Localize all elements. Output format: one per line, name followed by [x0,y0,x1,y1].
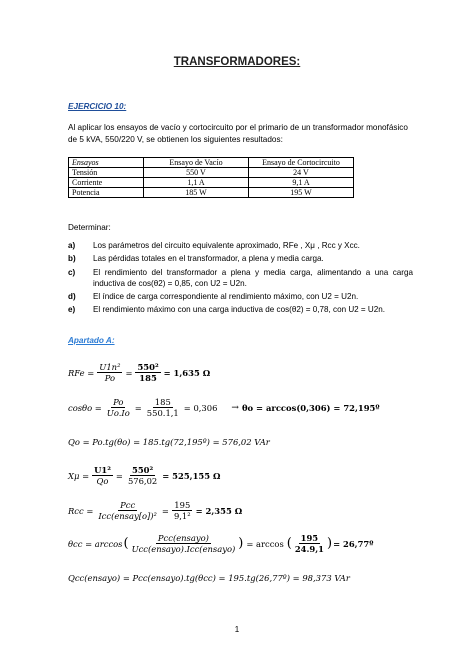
fraction [130,533,238,554]
table-cell: 185 W [144,188,249,198]
equation-lhs: θcc = arccos [68,538,123,549]
fraction [92,465,113,486]
equation-cos-theta-o [68,397,380,418]
open-paren: ( [286,536,292,551]
equation-qcc [68,573,350,583]
fraction-numerator: 195 [300,533,319,543]
item-text: El rendimiento del transformador a plena y media carga, alimentando a una carga inductiva de cos(θ2) = 0,85, con U2 = U2n. [93,267,413,288]
equation-theta-cc [68,533,373,554]
equation-rcc [68,500,242,521]
equation-result: = 525,155 Ω [162,470,221,481]
exercise-intro: Al aplicar los ensayos de vacío y cortocircuito por el primario de un transformador monofásico de 5 kVA, 550/220 V, se obtienen los siguientes resultados: [68,123,408,144]
table-cell: Corriente [69,178,144,188]
list-item [68,240,413,251]
item-text: Los parámetros del circuito equivalente aproximado, RFe , Xμ , Rcc y Xcc. [93,241,360,250]
fraction [293,533,326,554]
fraction [126,465,159,486]
open-paren: ( [123,536,129,551]
list-item [68,267,413,290]
fraction-denominator: Po [104,373,116,383]
fraction [145,397,181,418]
fraction-denominator: Uo.Io [106,408,130,418]
equation-text: Qcc(ensayo) = Pcc(ensayo).tg(θcc) = 195.tg(26,77º) = 98,373 VAr [68,573,350,583]
close-paren: ) [326,536,333,551]
exercise-title: EJERCICIO 10: [68,102,127,111]
determinar-label: Determinar: [68,223,111,232]
equation-qo [68,437,270,447]
table-row [69,178,354,188]
item-text: El índice de carga correspondiente al rendimiento máximo, con U2 = U2n. [93,292,359,302]
fraction-numerator: U1n² [99,362,121,372]
test-results-table [68,157,354,198]
table-cell: 195 W [249,188,354,198]
fraction-numerator: 195 [174,500,191,510]
fraction-denominator: 24.9,1 [294,544,324,554]
fraction-numerator: Pcc [120,500,136,510]
fraction-numerator: U1² [94,465,111,475]
equals-sign: = [115,470,123,481]
table-row [69,168,354,178]
table-row [69,188,354,198]
equation-lhs: Xμ = [68,470,90,481]
table-header: Ensayo de Vacío [144,158,249,168]
fraction-denominator: 576,02 [127,476,158,486]
table-cell: Potencia [69,188,144,198]
fraction-denominator: 9,1² [173,511,191,521]
fraction [96,500,159,521]
item-text: Las pérdidas totales en el transformador, a plena y media carga. [93,254,324,264]
fraction-numerator: 550² [137,362,159,372]
equation-result: = 1,635 Ω [163,367,211,378]
item-letter: a) [68,241,76,250]
fraction-numerator: Po [113,397,124,407]
item-letter: d) [68,292,76,302]
equals-sign: = [134,402,142,413]
fraction-denominator: 550.1,1 [146,408,179,418]
fraction [135,362,160,383]
fraction-numerator: 185 [154,397,171,407]
table-cell: Tensión [69,168,144,178]
fraction-denominator: 185 [139,373,157,383]
equation-mid: = arccos [246,538,284,549]
table-cell: 550 V [144,168,249,178]
equation-lhs: cosθo = [68,402,102,413]
fraction [105,397,132,418]
equation-xmu [68,465,220,486]
item-letter: b) [68,254,76,264]
table-header: Ensayo de Cortocircuito [249,158,354,168]
equation-text: Qo = Po.tg(θo) = 185.tg(72,195º) = 576,02 VAr [68,437,270,447]
fraction [172,500,193,521]
equation-lhs: RFe = [68,367,95,378]
section-heading: Apartado A: [68,336,115,345]
fraction-numerator: Pcc(ensayo) [157,533,209,543]
equation-result: = 2,355 Ω [195,505,243,516]
equation-lhs: Rcc = [68,505,94,516]
table-cell: 1,1 A [144,178,249,188]
table-header-row [69,158,354,168]
document-title: TRANSFORMADORES: [173,56,301,68]
equation-result: = 0,306 [183,402,218,413]
equals-sign: = [161,505,169,516]
page-number: 1 [234,625,240,634]
close-paren: ) [238,536,244,551]
fraction-numerator: 550² [132,465,154,475]
fraction-denominator: Qo [96,476,109,486]
angle-result: θo = arccos(0,306) = 72,195º [241,402,380,413]
item-letter: c) [68,267,76,277]
equals-sign: = [125,367,133,378]
table-header: Ensayos [69,158,144,168]
list-item [68,253,413,264]
list-item [68,304,413,315]
equation-rfe [68,362,210,383]
equation-result: = 26,77º [333,538,374,549]
list-item [68,291,413,302]
table-cell: 24 V [249,168,354,178]
fraction-denominator: Icc(ensay[o])² [98,511,157,521]
item-letter: e) [68,305,76,315]
fraction [97,362,122,383]
arrow-icon: → [231,402,239,413]
table-cell: 9,1 A [249,178,354,188]
item-text: El rendimiento máximo con una carga inductiva de cos(θ2) = 0,78, con U2 = U2n. [93,305,385,315]
task-list [68,240,413,318]
fraction-denominator: Ucc(ensayo).Icc(ensayo) [131,544,236,554]
